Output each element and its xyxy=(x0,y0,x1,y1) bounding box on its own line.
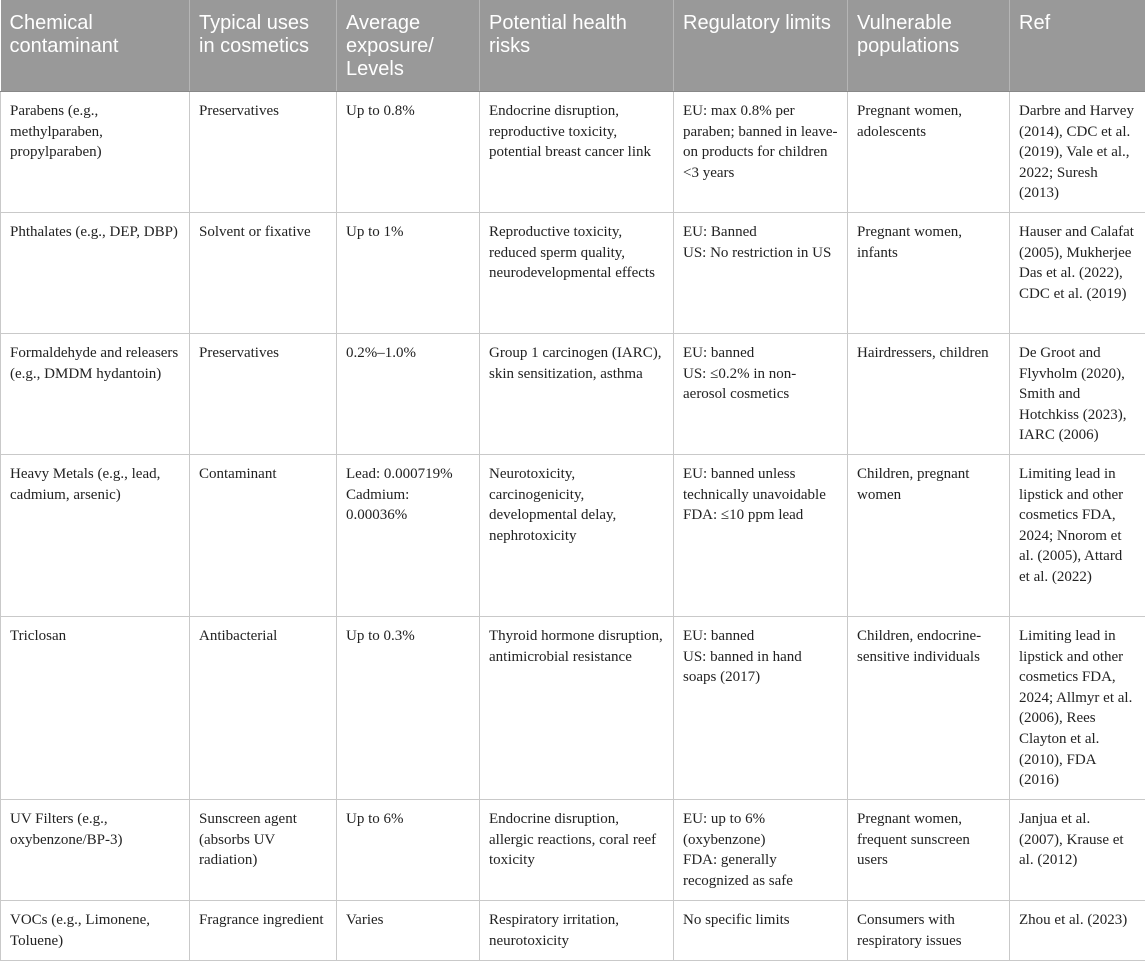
header-average-exposure: Average exposure/ Levels xyxy=(337,0,480,92)
cell-exposure: Lead: 0.000719% Cadmium: 0.00036% xyxy=(337,455,480,617)
header-regulatory-limits: Regulatory limits xyxy=(674,0,848,92)
header-ref: Ref xyxy=(1010,0,1145,92)
cell-risks: Group 1 carcinogen (IARC), skin sensitization, asthma xyxy=(480,334,674,455)
cell-exposure: Up to 6% xyxy=(337,800,480,901)
cell-contaminant: Phthalates (e.g., DEP, DBP) xyxy=(1,213,190,334)
cell-risks: Thyroid hormone disruption, antimicrobial resistance xyxy=(480,617,674,800)
cell-risks: Endocrine disruption, allergic reactions, coral reef toxicity xyxy=(480,800,674,901)
cell-uses: Sunscreen agent (absorbs UV radiation) xyxy=(190,800,337,901)
regulatory-line: EU: banned unless technically unavoidable xyxy=(683,466,826,503)
cell-exposure: Varies xyxy=(337,901,480,961)
table-row xyxy=(1,800,1145,901)
regulatory-line: EU: max 0.8% per paraben; banned in leave-on products for children <3 years xyxy=(683,103,838,181)
cell-risks: Neurotoxicity, carcinogenicity, developmental delay, nephrotoxicity xyxy=(480,455,674,617)
table-row xyxy=(1,213,1145,334)
cell-regulatory xyxy=(674,901,848,961)
regulatory-line: EU: banned xyxy=(683,628,755,644)
cell-populations: Consumers with respiratory issues xyxy=(848,901,1010,961)
cell-contaminant: Heavy Metals (e.g., lead, cadmium, arsenic) xyxy=(1,455,190,617)
header-row xyxy=(1,0,1145,92)
cell-uses: Preservatives xyxy=(190,334,337,455)
cell-ref: Limiting lead in lipstick and other cosmetics FDA, 2024; Nnorom et al. (2005), Attard et al. (2022) xyxy=(1010,455,1145,617)
table-row xyxy=(1,617,1145,800)
cell-populations: Pregnant women, frequent sunscreen users xyxy=(848,800,1010,901)
cell-exposure: Up to 0.8% xyxy=(337,92,480,213)
cell-uses: Preservatives xyxy=(190,92,337,213)
cell-populations: Children, pregnant women xyxy=(848,455,1010,617)
cell-regulatory xyxy=(674,213,848,334)
cell-ref: De Groot and Flyvholm (2020), Smith and Hotchkiss (2023), IARC (2006) xyxy=(1010,334,1145,455)
regulatory-line: FDA: ≤10 ppm lead xyxy=(683,507,804,524)
cell-populations: Children, endocrine-sensitive individuals xyxy=(848,617,1010,800)
regulatory-line: No specific limits xyxy=(683,912,790,928)
regulatory-line: EU: up to 6% (oxybenzone) xyxy=(683,811,769,848)
header-chemical-contaminant: Chemical contaminant xyxy=(1,0,190,92)
cell-populations: Pregnant women, adolescents xyxy=(848,92,1010,213)
cell-ref: Limiting lead in lipstick and other cosmetics FDA, 2024; Allmyr et al. (2006), Rees Clayton et al. (2010), FDA (2016) xyxy=(1010,617,1145,800)
regulatory-line: US: No restriction in US xyxy=(683,244,832,261)
cell-uses: Solvent or fixative xyxy=(190,213,337,334)
cell-ref: Janjua et al. (2007), Krause et al. (2012) xyxy=(1010,800,1145,901)
regulatory-line: US: ≤0.2% in non-aerosol cosmetics xyxy=(683,365,797,403)
cell-ref: Zhou et al. (2023) xyxy=(1010,901,1145,961)
cell-populations: Hairdressers, children xyxy=(848,334,1010,455)
cell-contaminant: VOCs (e.g., Limonene, Toluene) xyxy=(1,901,190,961)
cell-risks: Respiratory irritation, neurotoxicity xyxy=(480,901,674,961)
regulatory-line: EU: Banned xyxy=(683,224,757,240)
cell-ref: Darbre and Harvey (2014), CDC et al. (2019), Vale et al., 2022; Suresh (2013) xyxy=(1010,92,1145,213)
cell-exposure: 0.2%–1.0% xyxy=(337,334,480,455)
cell-contaminant: Triclosan xyxy=(1,617,190,800)
header-vulnerable-populations: Vulnerable populations xyxy=(848,0,1010,92)
cell-uses: Fragrance ingredient xyxy=(190,901,337,961)
table-row xyxy=(1,334,1145,455)
table-row xyxy=(1,92,1145,213)
cell-uses: Antibacterial xyxy=(190,617,337,800)
cell-exposure: Up to 0.3% xyxy=(337,617,480,800)
cell-risks: Reproductive toxicity, reduced sperm quality, neurodevelopmental effects xyxy=(480,213,674,334)
cell-uses: Contaminant xyxy=(190,455,337,617)
regulatory-line: FDA: generally recognized as safe xyxy=(683,852,793,889)
cell-ref: Hauser and Calafat (2005), Mukherjee Das et al. (2022), CDC et al. (2019) xyxy=(1010,213,1145,334)
header-potential-health-risks: Potential health risks xyxy=(480,0,674,92)
cell-exposure: Up to 1% xyxy=(337,213,480,334)
cell-regulatory xyxy=(674,334,848,455)
cell-contaminant: Formaldehyde and releasers (e.g., DMDM hydantoin) xyxy=(1,334,190,455)
cell-regulatory xyxy=(674,617,848,800)
cell-regulatory xyxy=(674,800,848,901)
regulatory-line: US: banned in hand soaps (2017) xyxy=(683,648,806,686)
cell-regulatory xyxy=(674,92,848,213)
regulatory-line: EU: banned xyxy=(683,345,755,361)
header-typical-uses: Typical uses in cosmetics xyxy=(190,0,337,92)
cell-contaminant: Parabens (e.g., methylparaben, propylparaben) xyxy=(1,92,190,213)
table-row xyxy=(1,455,1145,617)
cell-regulatory xyxy=(674,455,848,617)
cell-populations: Pregnant women, infants xyxy=(848,213,1010,334)
table-row xyxy=(1,901,1145,961)
cell-contaminant: UV Filters (e.g., oxybenzone/BP-3) xyxy=(1,800,190,901)
cell-risks: Endocrine disruption, reproductive toxicity, potential breast cancer link xyxy=(480,92,674,213)
